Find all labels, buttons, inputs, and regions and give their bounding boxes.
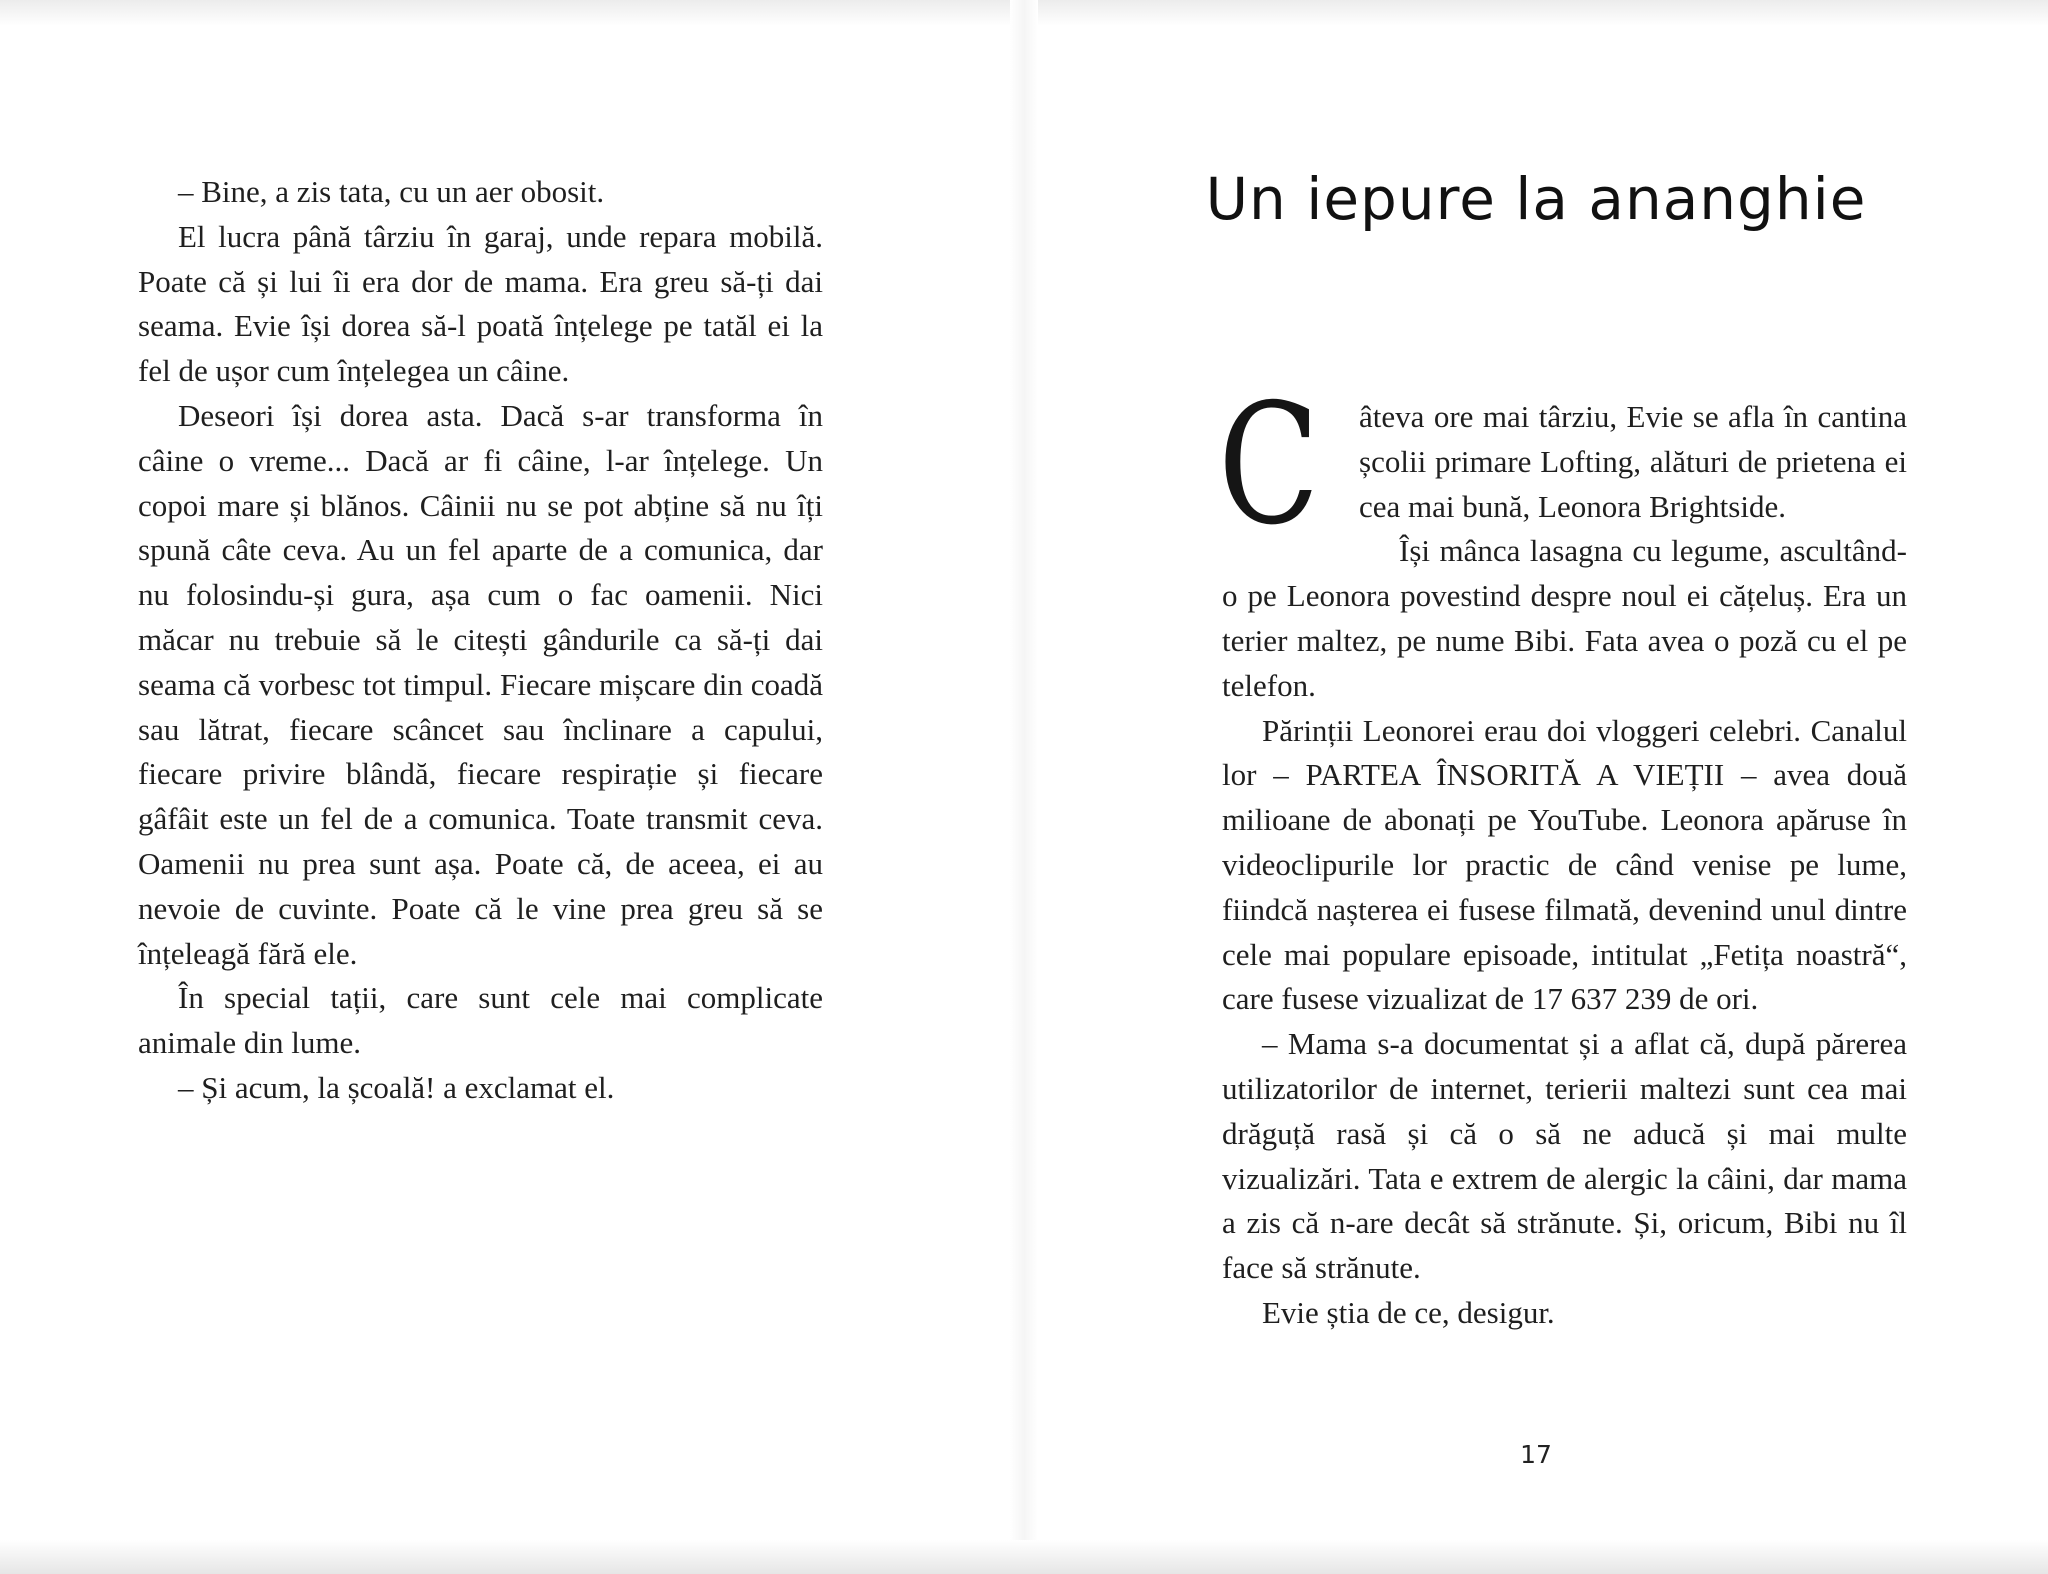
drop-cap: C bbox=[1218, 369, 1320, 562]
paragraph: El lucra până târziu în garaj, unde repara mobilă. Poate că și lui îi era dor de mama. Era greu să-ți dai seama. Evie își dorea să-l poată înțelege pe tatăl ei la fel de ușor cum înțelegea un câine. bbox=[138, 218, 823, 389]
paragraph: Evie știa de ce, desigur. bbox=[1262, 1294, 1555, 1330]
paragraph: – Și acum, la școală! a exclamat el. bbox=[178, 1069, 615, 1105]
paragraph bbox=[1218, 369, 1907, 562]
chapter-title: Un iepure la ananghie bbox=[1205, 165, 1867, 233]
paragraph: Își mânca lasagna cu legume, ascultând-o pe Leonora povestind despre noul ei cățeluș. Era un terier maltez, pe nume Bibi. Fata avea o poză cu el pe telefon. bbox=[1222, 533, 1907, 703]
paragraph: – Mama s-a documentat și a aflat că, după părerea utilizatorilor de internet, terierii maltezi sunt cea mai drăguță rasă și că o să ne aducă și mai multe vizualizări. Tata e extrem de alergic la câini, dar mama a zis că n-are decât să strănute. Și, oricum, Bibi nu îl face să strănute. bbox=[1222, 1026, 1907, 1286]
paragraph: Părinții Leonorei erau doi vloggeri celebri. Canalul lor – PARTEA ÎNSORITĂ A VIEȚII – avea două milioane de abonați pe YouTube. Leonora apăruse în videoclipurile lor practic de când venise pe lume, fiindcă nașterea ei fusese filmată, devenind unul dintre cele mai populare episoade, intitulat „Fetița noastră“, care fusese vizualizat de 17 637 239 de ori. bbox=[1222, 712, 1907, 1017]
first-paragraph-text: âteva ore mai târziu, Evie se afla în cantina școlii primare Lofting, alături de prietena ei cea mai bună, Leonora Brightside. bbox=[1359, 399, 1907, 524]
page-number: 17 bbox=[1520, 1440, 1552, 1469]
paragraph: Deseori își dorea asta. Dacă s-ar transforma în câine o vreme... Dacă ar fi câine, l-ar înțelege. Un copoi mare și blănos. Câinii nu se pot abține să nu îți spună câte ceva. Au un fel aparte de a comunica, dar nu folosindu-și gura, așa cum o fac oamenii. Nici măcar nu trebuie să le citești gândurile ca să-ți dai seama că vorbesc tot timpul. Fiecare mișcare din coadă sau lătrat, fiecare scâncet sau înclinare a capului, fiecare privire blândă, fiecare respirație și fiecare gâfâit este un fel de a comunica. Toate transmit ceva. Oamenii nu prea sunt așa. Poate că, de aceea, ei au nevoie de cuvinte. Poate că le vine prea greu să se înțeleagă fără ele. bbox=[138, 397, 823, 971]
right-page-text bbox=[1218, 369, 1907, 1336]
paragraph: În special tații, care sunt cele mai complicate animale din lume. bbox=[138, 980, 823, 1061]
paragraph: – Bine, a zis tata, cu un aer obosit. bbox=[178, 174, 605, 209]
right-page bbox=[1024, 0, 2048, 1574]
left-page-text bbox=[138, 170, 823, 1111]
